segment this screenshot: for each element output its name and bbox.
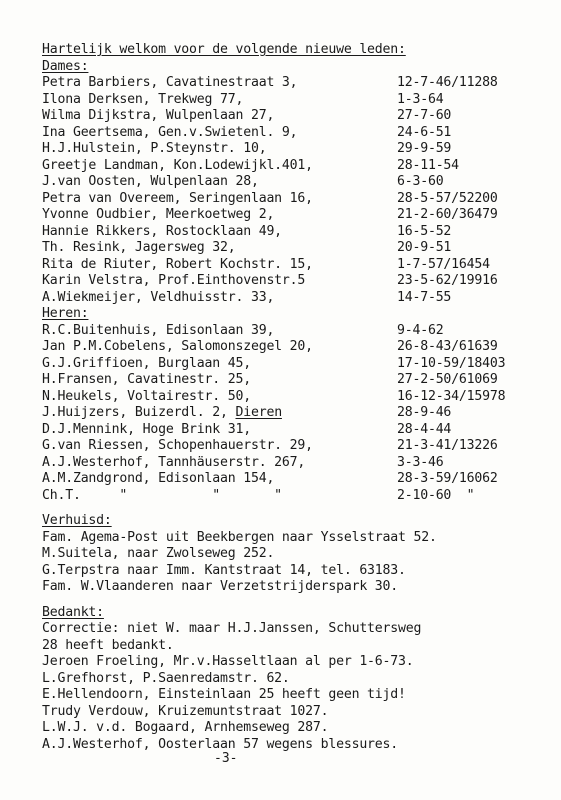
member-name-address: H.J.Hulstein, P.Steynstr. 10, (42, 141, 267, 156)
member-name-address: A.Wiekmeijer, Veldhuisstr. 33, (42, 289, 275, 305)
member-name-address: D.J.Mennink, Hoge Brink 31, (42, 421, 251, 437)
member-date-number: 3-3-46 (397, 454, 444, 470)
member-date-number: 1-3-64 (397, 91, 444, 107)
resigned-entry: E.Hellendoorn, Einsteinlaan 25 heeft geen tijd! (42, 687, 406, 702)
member-row (42, 174, 444, 190)
member-date-number: 28-11-54 (397, 157, 459, 173)
section-title-dames: Dames: (42, 58, 89, 74)
member-row (42, 388, 506, 405)
intro-heading: Hartelijk welkom voor de volgende nieuwe leden: (42, 42, 406, 57)
member-row (42, 108, 452, 124)
member-row (42, 339, 498, 355)
moved-entry: M.Suitela, naar Zwolseweg 252. (42, 546, 275, 561)
member-date-number: 16-12-34/15978 (397, 388, 506, 404)
member-row (42, 223, 452, 240)
member-name-address: Ch.T. " " " (42, 487, 282, 503)
resigned-entry: L.W.J. v.d. Bogaard, Arnhemseweg 287. (42, 720, 329, 735)
resigned-entry: 28 heeft bedankt. (42, 637, 174, 653)
member-row (42, 124, 452, 141)
member-row (42, 438, 498, 454)
member-row (42, 372, 498, 388)
member-row (42, 75, 498, 91)
member-row (42, 289, 452, 306)
member-name-address: J.Huijzers, Buizerdl. 2, (42, 405, 228, 420)
member-date-number: 28-5-57/52200 (397, 190, 498, 206)
member-name-address: R.C.Buitenhuis, Edisonlaan 39, (42, 322, 275, 338)
member-name-address: Jan P.M.Cobelens, Salomonszegel 20, (42, 339, 313, 354)
member-name-address: N.Heukels, Voltairestr. 50, (42, 388, 251, 404)
member-name-address: A.M.Zandgrond, Edisonlaan 154, (42, 471, 275, 486)
member-name-address: Petra van Overeem, Seringenlaan 16, (42, 190, 313, 206)
resigned-entry: Jeroen Froeling, Mr.v.Hasseltlaan al per 1-6-73. (42, 654, 414, 669)
member-name-address: Th. Resink, Jagersweg 32, (42, 240, 236, 255)
member-row (42, 471, 498, 487)
member-date-number: 17-10-59/18403 (397, 355, 506, 371)
member-name-address: Wilma Dijkstra, Wulpenlaan 27, (42, 108, 275, 123)
member-name-address: Karin Velstra, Prof.Einthovenstr.5 (42, 273, 306, 288)
member-row (42, 273, 498, 289)
member-date-number: 14-7-55 (397, 289, 452, 305)
member-name-address: Ilona Derksen, Trekweg 77, (42, 91, 244, 107)
member-date-number: 28-4-44 (397, 421, 452, 437)
member-row (42, 355, 506, 372)
member-row (42, 141, 452, 157)
member-date-number: 24-6-51 (397, 124, 452, 140)
member-name-address: A.J.Westerhof, Tannhäuserstr. 267, (42, 454, 306, 470)
moved-entry: Fam. W.Vlaanderen naar Verzetstrijderspark 30. (42, 579, 399, 594)
member-date-number: 28-9-46 (397, 405, 452, 420)
page-number: -3- (214, 751, 238, 766)
member-date-number: 28-3-59/16062 (397, 471, 498, 486)
section-title-bedankt: Bedankt: (42, 604, 104, 620)
member-row (42, 421, 452, 438)
member-date-number: 21-3-41/13226 (397, 438, 498, 453)
member-row (42, 157, 459, 174)
member-name-address: J.van Oosten, Wulpenlaan 28, (42, 174, 259, 189)
moved-entry: Fam. Agema-Post uit Beekbergen naar Ysselstraat 52. (42, 529, 437, 545)
member-date-number: 6-3-60 (397, 174, 444, 189)
resigned-entry: Trudy Verdouw, Kruizemuntstraat 1027. (42, 703, 329, 719)
member-name-address: H.Fransen, Cavatinestr. 25, (42, 372, 251, 387)
resigned-entry: Correctie: niet W. maar H.J.Janssen, Schuttersweg (42, 621, 422, 636)
member-row (42, 190, 498, 207)
member-name-address: G.J.Griffioen, Burglaan 45, (42, 355, 251, 371)
member-date-number: 2-10-60 " (397, 487, 475, 503)
member-date-number: 1-7-57/16454 (397, 256, 490, 272)
member-name-address: Ina Geertsema, Gen.v.Swietenl. 9, (42, 124, 298, 140)
member-row (42, 487, 475, 504)
resigned-entry: A.J.Westerhof, Oosterlaan 57 wegens blessures. (42, 736, 399, 752)
member-date-number: 29-9-59 (397, 141, 452, 156)
member-date-number: 27-2-50/61069 (397, 372, 498, 387)
moved-entry: G.Terpstra naar Imm. Kantstraat 14, tel. 63183. (42, 562, 406, 578)
member-date-number: 12-7-46/11288 (397, 75, 498, 90)
member-row (42, 256, 490, 273)
member-row (42, 322, 444, 339)
member-date-number: 20-9-51 (397, 240, 452, 255)
member-name-address: Greetje Landman, Kon.Lodewijkl.401, (42, 157, 313, 173)
member-name-address: Hannie Rikkers, Rostocklaan 49, (42, 223, 282, 239)
member-date-number: 16-5-52 (397, 223, 452, 239)
member-date-number: 26-8-43/61639 (397, 339, 498, 354)
member-row (42, 405, 452, 421)
member-name-address: Yvonne Oudbier, Meerkoetweg 2, (42, 207, 275, 222)
member-row (42, 91, 444, 108)
member-place-note: Dieren (235, 405, 282, 420)
member-date-number: 21-2-60/36479 (397, 207, 498, 222)
section-title-heren: Heren: (42, 306, 89, 321)
member-date-number: 9-4-62 (397, 322, 444, 338)
member-name-address: G.van Riessen, Schopenhauerstr. 29, (42, 438, 313, 453)
member-date-number: 27-7-60 (397, 108, 452, 123)
member-name-address: Petra Barbiers, Cavatinestraat 3, (42, 75, 298, 90)
member-date-number: 23-5-62/19916 (397, 273, 498, 288)
section-title-verhuisd: Verhuisd: (42, 513, 112, 528)
member-row (42, 240, 452, 256)
member-row (42, 207, 498, 223)
member-name-address: Rita de Riuter, Robert Kochstr. 15, (42, 256, 313, 272)
member-row (42, 454, 444, 471)
resigned-entry: L.Grefhorst, P.Saenredamstr. 62. (42, 670, 290, 686)
